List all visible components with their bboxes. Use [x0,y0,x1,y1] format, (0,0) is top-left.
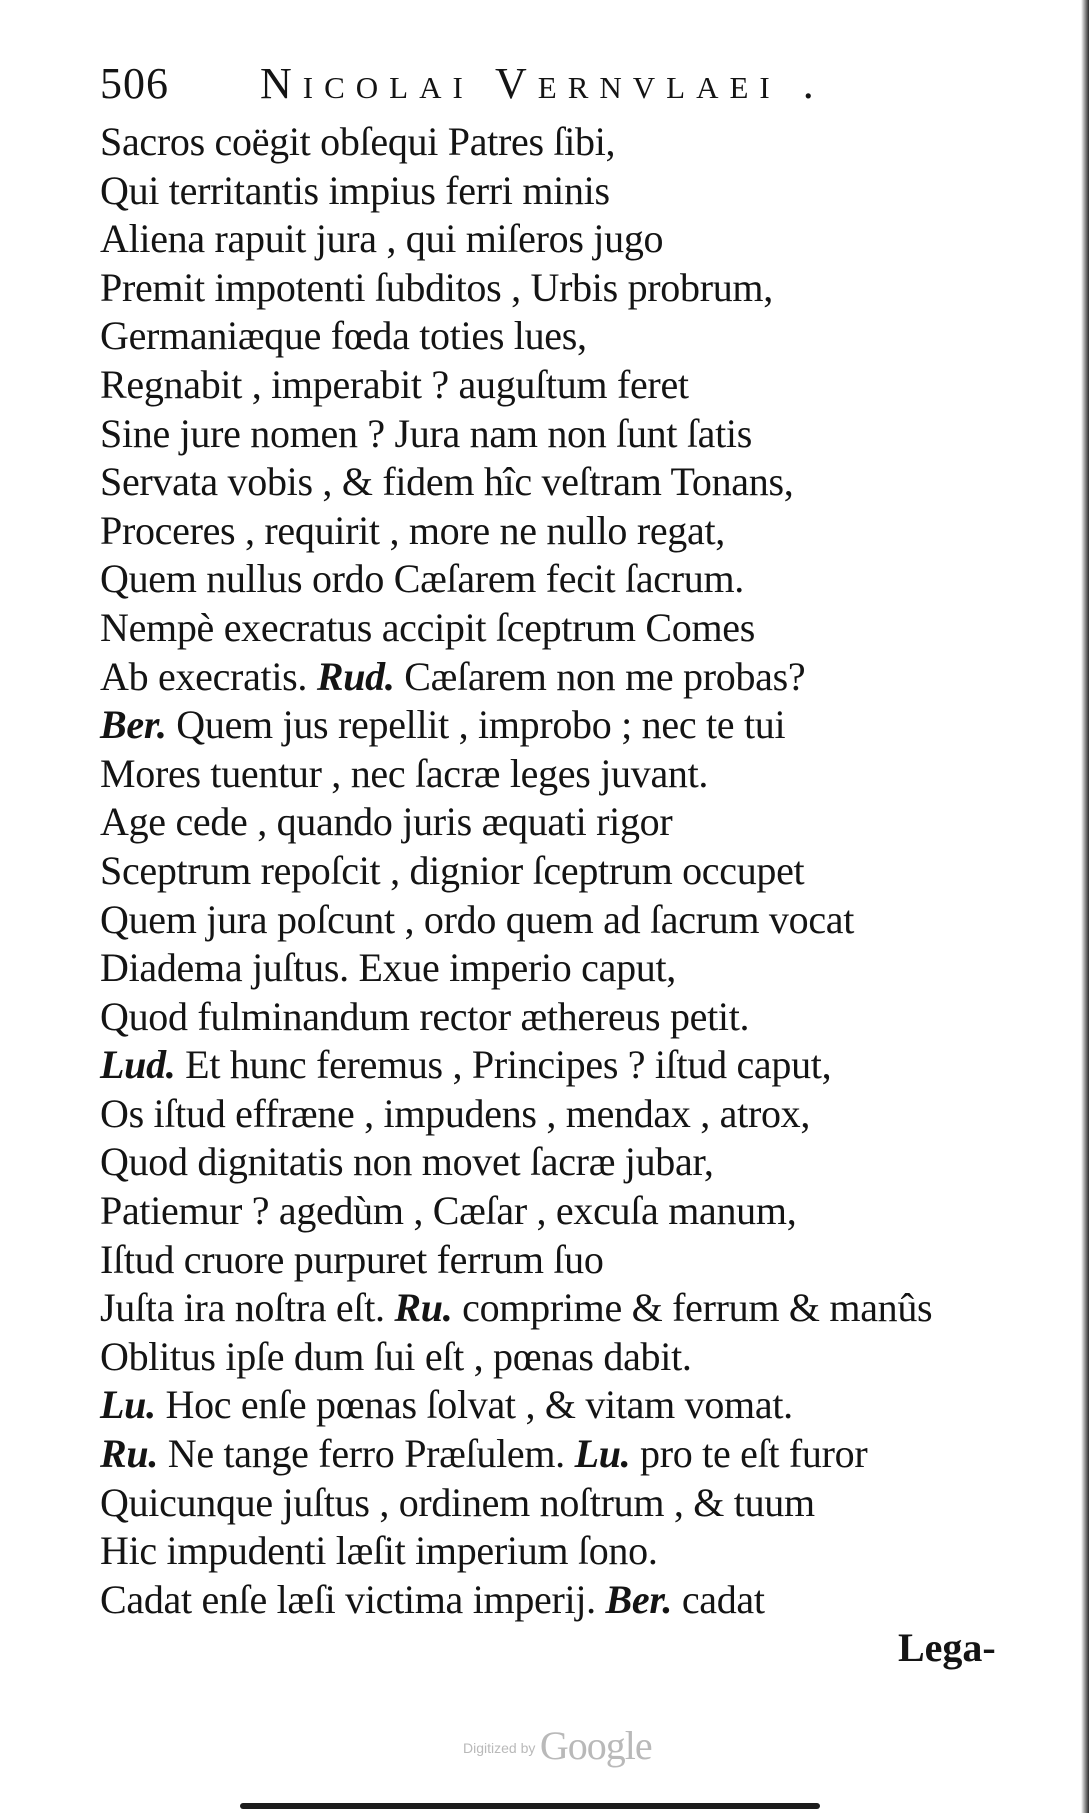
verse-line [100,410,1030,459]
speaker-name: Ber. [100,702,167,748]
verse-text: Quem jus repellit , improbo ; nec te tui [166,702,786,748]
verse-line [100,993,1030,1042]
verse-text: Quod fulminandum rector æthereus petit. [100,993,750,1039]
verse-line [100,604,1030,653]
speaker-name: Ru. [100,1431,159,1477]
verse-line [100,1527,1030,1576]
verse-line [100,653,1030,702]
verse-line [100,1284,1030,1333]
verse-line [100,507,1030,556]
verse-line [100,458,1030,507]
verse-text: Proceres , requirit , more ne nullo regat, [100,507,725,553]
verse-text: Quod dignitatis non movet ſacræ jubar, [100,1139,714,1185]
digitized-watermark [463,1722,703,1772]
verse-line [100,1041,1030,1090]
verse-text: Sceptrum repoſcit , dignior ſceptrum occupet [100,847,805,893]
verse-text: Os iſtud effræne , impudens , mendax , atrox, [100,1090,811,1136]
verse-text: Regnabit , imperabit ? auguſtum feret [100,361,689,407]
verse-text: Age cede , quando juris æquati rigor [100,799,673,845]
verse-text: pro te eſt furor [630,1431,868,1477]
speaker-name: Lu. [100,1382,156,1428]
verse-text: Juſta ira noſtra eſt. [100,1285,395,1331]
verse-text: Germaniæque fœda toties lues, [100,313,587,359]
verse-text: Quicunque juſtus , ordinem noſtrum , & tuum [100,1479,815,1525]
page-edge-shadow [1081,0,1089,1813]
verse-line [100,701,1030,750]
verse-text: Quem nullus ordo Cæſarem fecit ſacrum. [100,556,744,602]
verse-text: Mores tuentur , nec ſacræ leges juvant. [100,750,709,796]
verse-text: Quem jura poſcunt , ordo quem ad ſacrum vocat [100,896,855,942]
speaker-name: Lu. [574,1431,631,1477]
verse-line [100,1333,1030,1382]
verse-text: Hoc enſe pœnas ſolvat , & vitam vomat. [155,1382,793,1428]
running-head: Nicolai Vernvlaei . [260,59,825,108]
verse-line [100,215,1030,264]
digitized-brand: Google [539,1723,652,1768]
verse-text: Cadat enſe læſi victima imperij. [100,1576,606,1622]
catchword: Lega- [898,1625,996,1670]
verse-line [100,1236,1030,1285]
digitized-prefix: Digitized by [463,1740,536,1756]
verse-text: Premit impotenti ſubditos , Urbis probrum, [100,264,773,310]
verse-text: Cæſarem non me probas? [394,653,806,699]
verse-line [100,555,1030,604]
speaker-name: Rud. [316,653,395,699]
speaker-name: Ber. [605,1576,673,1622]
verse-text: Qui territantis impius ferri minis [100,167,610,213]
verse-text: Sine jure nomen ? Jura nam non ſunt ſatis [100,410,753,456]
page-header [100,58,920,114]
verse-line [100,1576,1030,1625]
verse-line [100,896,1030,945]
verse-text: Iſtud cruore purpuret ferrum ſuo [100,1236,604,1282]
speaker-name: Ru. [394,1285,453,1331]
verse-line [100,1479,1030,1528]
verse-text: Ab execratis. [100,653,317,699]
verse-line [100,1381,1030,1430]
verse-line [100,750,1030,799]
verse-line [100,1138,1030,1187]
verse-line [100,264,1030,313]
verse-line [100,312,1030,361]
verse-text: Patiemur ? agedùm , Cæſar , excuſa manum, [100,1188,797,1234]
verse-text: Hic impudenti læſit imperium ſono. [100,1528,658,1574]
verse-text: Sacros coëgit obſequi Patres ſibi, [100,119,616,164]
verse-block [100,118,1030,1624]
verse-line [100,167,1030,216]
speaker-name: Lud. [100,1042,176,1088]
bottom-edge-rule [240,1803,820,1809]
verse-text: Aliena rapuit jura , qui miſeros jugo [100,216,664,262]
verse-line [100,798,1030,847]
verse-text: cadat [672,1576,765,1622]
verse-text: Oblitus ipſe dum ſui eſt , pœnas dabit. [100,1333,692,1379]
verse-line [100,1187,1030,1236]
verse-line [100,1430,1030,1479]
verse-line [100,118,1030,167]
verse-text: Nempè execratus accipit ſceptrum Comes [100,604,756,650]
verse-line [100,847,1030,896]
verse-text: Servata vobis , & fidem hîc veſtram Tonans, [100,459,794,505]
verse-text: Ne tange ferro Præſulem. [158,1431,575,1477]
verse-line [100,361,1030,410]
verse-text: Et hunc feremus , Principes ? iſtud caput, [175,1042,832,1088]
verse-line [100,1090,1030,1139]
verse-text: comprime & ferrum & manûs [452,1285,933,1331]
verse-line [100,944,1030,993]
verse-text: Diadema juſtus. Exue imperio caput, [100,945,677,991]
page-number: 506 [100,59,169,108]
